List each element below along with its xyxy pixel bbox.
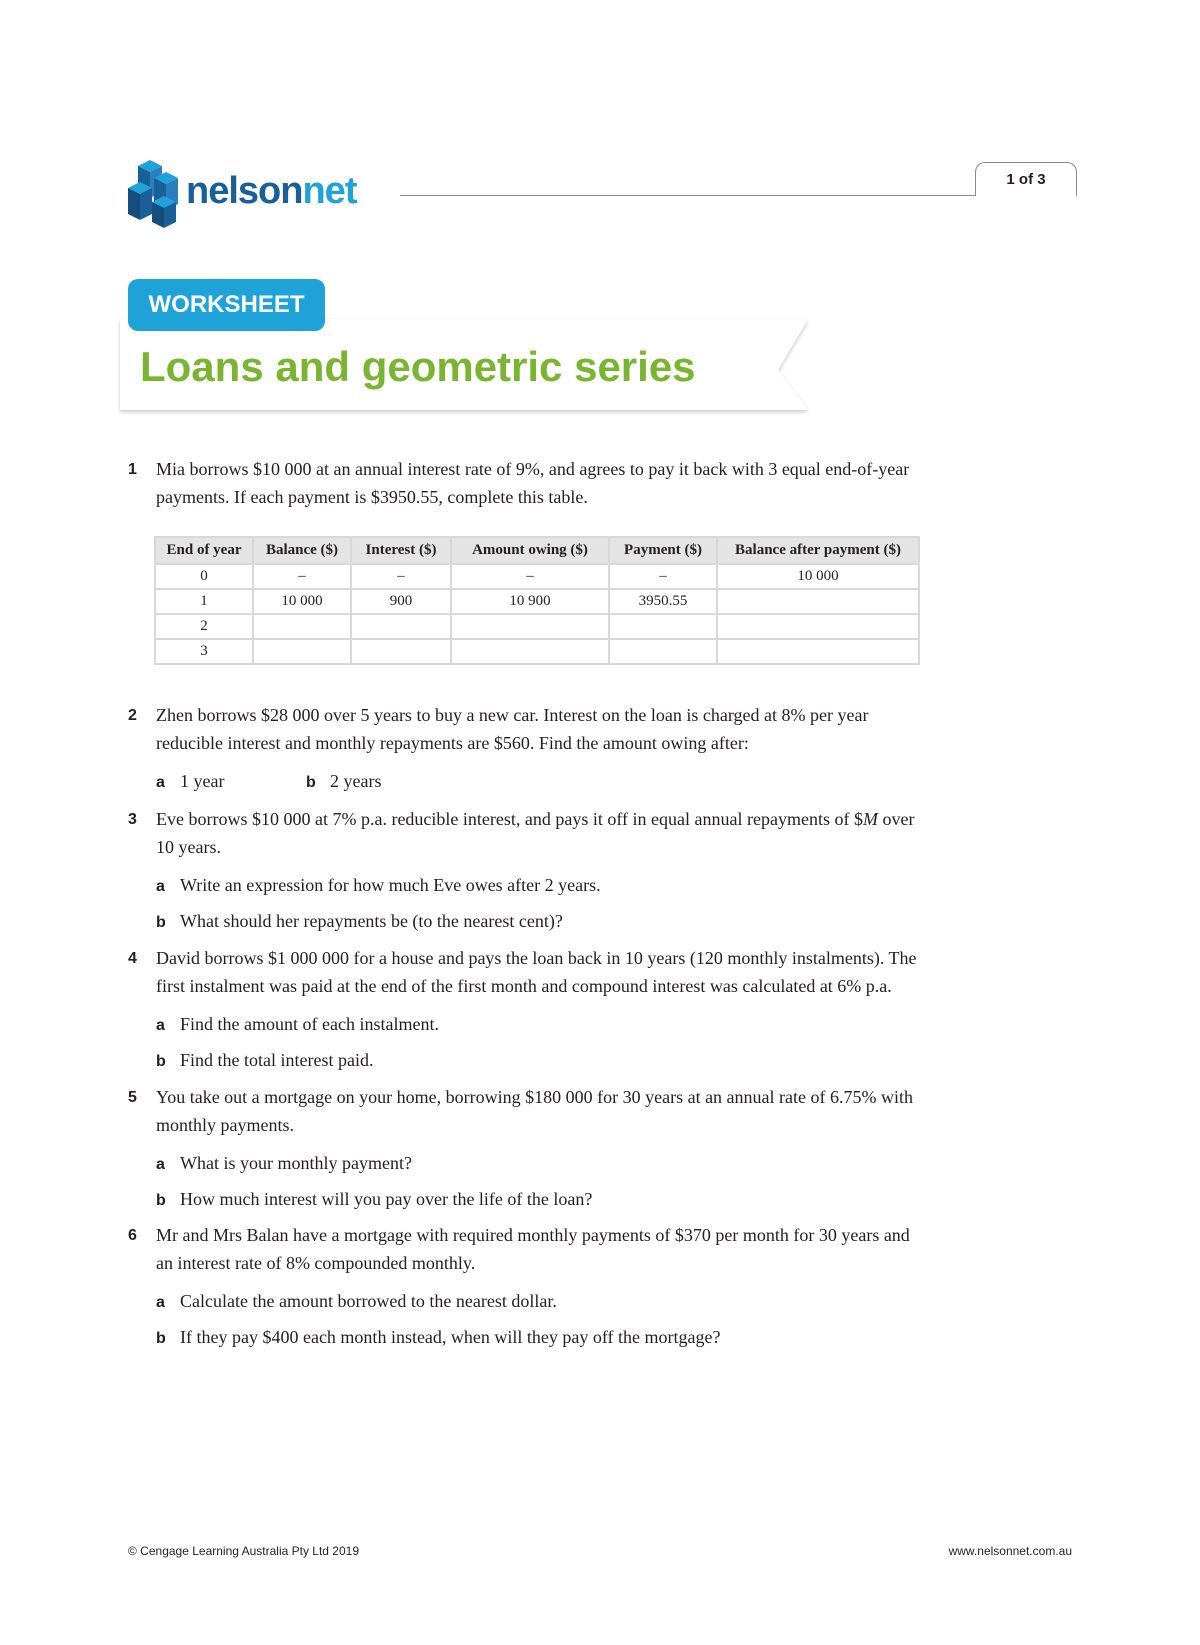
- part-text: Write an expression for how much Eve owes after 2 years.: [180, 875, 601, 895]
- table-cell: –: [351, 564, 451, 589]
- question-4-part-b: [156, 1047, 373, 1076]
- table-header-row: [155, 537, 919, 564]
- header-interest: Interest ($): [351, 537, 451, 564]
- table-cell: –: [451, 564, 609, 589]
- table-cell-answer[interactable]: [351, 614, 451, 639]
- question-4-part-a: [156, 1011, 439, 1040]
- table-cell-answer[interactable]: [451, 639, 609, 664]
- table-cell-answer[interactable]: [253, 614, 351, 639]
- table-cell-answer[interactable]: [609, 614, 717, 639]
- table-cell: 2: [155, 614, 253, 639]
- question-line: David borrows $1 000 000 for a house and pays the loan back in 10 years (120 monthly instalments). The: [156, 948, 917, 968]
- question-6-part-a: [156, 1288, 557, 1317]
- question-text-segment: Eve borrows $10 000 at 7% p.a. reducible interest, and pays it off in equal annual repayments of $: [156, 809, 863, 829]
- question-2-part-b: [306, 768, 381, 797]
- table-cell: 3950.55: [609, 589, 717, 614]
- table-cell: 10 000: [717, 564, 919, 589]
- worksheet-title: Loans and geometric series: [140, 343, 696, 390]
- question-5-part-a: [156, 1150, 412, 1179]
- part-text: If they pay $400 each month instead, when will they pay off the mortgage?: [180, 1327, 721, 1347]
- question-text: [156, 1222, 1186, 1277]
- part-label: a: [156, 1156, 165, 1173]
- worksheet-label: WORKSHEET: [148, 291, 305, 318]
- part-label: b: [306, 774, 316, 791]
- table-cell: 900: [351, 589, 451, 614]
- footer-website: www.nelsonnet.com.au: [948, 1544, 1072, 1558]
- question-text: [156, 945, 1186, 1000]
- question-3-part-a: [156, 872, 601, 901]
- table-row: [155, 639, 919, 664]
- table-cell: 10 900: [451, 589, 609, 614]
- header-balance-after: Balance after payment ($): [717, 537, 919, 564]
- nelsonnet-logo: [128, 158, 418, 228]
- question-text: [156, 702, 1186, 757]
- part-text: 2 years: [330, 771, 382, 791]
- question-line: an interest rate of 8% compounded monthly.: [156, 1252, 476, 1273]
- question-text: [156, 1084, 1186, 1139]
- question-number: 1: [128, 461, 137, 478]
- part-text: Find the total interest paid.: [180, 1050, 374, 1070]
- part-label: b: [156, 1053, 166, 1070]
- worksheet-banner: [118, 275, 818, 415]
- table-cell-answer[interactable]: [609, 639, 717, 664]
- question-2-part-a: [156, 768, 224, 797]
- question-line: Mia borrows $10 000 at an annual interest rate of 9%, and agrees to pay it back with 3 equal end-of-year: [156, 459, 910, 479]
- question-text: [156, 806, 1186, 861]
- part-label: a: [156, 1294, 165, 1311]
- question-number: 5: [128, 1089, 137, 1106]
- question-line: first instalment was paid at the end of the first month and compound interest was calculated at 6% p.a.: [156, 975, 892, 996]
- part-label: a: [156, 774, 165, 791]
- table-cell-answer[interactable]: [451, 614, 609, 639]
- question-line: payments. If each payment is $3950.55, complete this table.: [156, 486, 588, 507]
- part-text: How much interest will you pay over the life of the loan?: [180, 1189, 593, 1209]
- question-line: [156, 806, 1186, 834]
- question-text-segment: over: [877, 809, 915, 829]
- table-row: [155, 589, 919, 614]
- question-line: Mr and Mrs Balan have a mortgage with required monthly payments of $370 per month for 30 years and: [156, 1225, 910, 1245]
- table-cell-answer[interactable]: [253, 639, 351, 664]
- table-cell-answer[interactable]: [351, 639, 451, 664]
- footer-copyright: © Cengage Learning Australia Pty Ltd 2019: [128, 1544, 359, 1558]
- part-text: 1 year: [180, 771, 225, 791]
- logo-wordmark: [186, 172, 356, 210]
- question-5-part-b: [156, 1186, 592, 1215]
- table-cell: 3: [155, 639, 253, 664]
- question-3-part-b: [156, 908, 563, 937]
- question-number: 2: [128, 707, 137, 724]
- part-label: a: [156, 1017, 165, 1034]
- page-indicator: 1 of 3: [975, 162, 1077, 196]
- table-cell-answer[interactable]: [717, 589, 919, 614]
- table-cell: –: [609, 564, 717, 589]
- part-label: b: [156, 1330, 166, 1347]
- header-end-of-year: End of year: [155, 537, 253, 564]
- part-text: What is your monthly payment?: [180, 1153, 412, 1173]
- header-divider: [400, 195, 980, 196]
- table-cell: 1: [155, 589, 253, 614]
- table-cell-answer[interactable]: [717, 614, 919, 639]
- question-text: [156, 456, 1186, 511]
- header-amount-owing: Amount owing ($): [451, 537, 609, 564]
- table-cell-answer[interactable]: [717, 639, 919, 664]
- question-line: reducible interest and monthly repayments are $560. Find the amount owing after:: [156, 732, 749, 753]
- header-balance: Balance ($): [253, 537, 351, 564]
- header-payment: Payment ($): [609, 537, 717, 564]
- question-number: 6: [128, 1227, 137, 1244]
- cube-logo-icon: [128, 158, 188, 228]
- table-cell: 0: [155, 564, 253, 589]
- part-text: Calculate the amount borrowed to the nearest dollar.: [180, 1291, 557, 1311]
- part-label: b: [156, 1192, 166, 1209]
- logo-text-net: net: [302, 170, 357, 212]
- table-cell: –: [253, 564, 351, 589]
- question-6-part-b: [156, 1324, 721, 1353]
- part-text: What should her repayments be (to the nearest cent)?: [180, 911, 563, 931]
- question-line: Zhen borrows $28 000 over 5 years to buy a new car. Interest on the loan is charged at 8% per year: [156, 705, 869, 725]
- question-number: 4: [128, 950, 137, 967]
- question-line: 10 years.: [156, 836, 221, 857]
- question-line: monthly payments.: [156, 1114, 294, 1135]
- table-row: [155, 564, 919, 589]
- variable-m: M: [862, 809, 878, 829]
- loan-table: [154, 536, 920, 665]
- table-row: [155, 614, 919, 639]
- logo-text-nelson: nelson: [186, 170, 303, 212]
- table-cell: 10 000: [253, 589, 351, 614]
- part-text: Find the amount of each instalment.: [180, 1014, 439, 1034]
- part-label: b: [156, 914, 166, 931]
- question-number: 3: [128, 811, 137, 828]
- part-label: a: [156, 878, 165, 895]
- question-line: You take out a mortgage on your home, borrowing $180 000 for 30 years at an annual rate of 6.75% with: [156, 1087, 914, 1107]
